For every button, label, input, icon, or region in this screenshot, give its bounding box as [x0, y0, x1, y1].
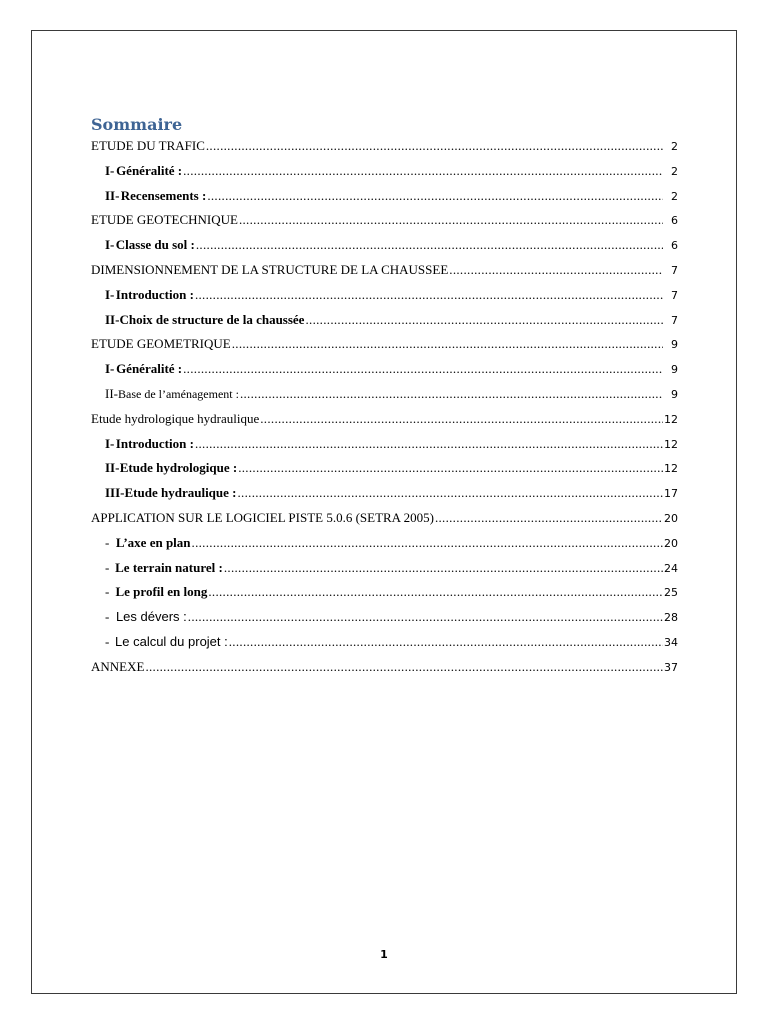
toc-entry-label: Base de l’aménagement : — [118, 386, 239, 401]
toc-leader — [305, 311, 663, 329]
toc-entry-label: APPLICATION SUR LE LOGICIEL PISTE 5.0.6 (SETRA 2005) — [91, 509, 434, 525]
toc-entry-label: Recensements : — [120, 187, 207, 203]
toc-entry-label: ETUDE GEOMETRIQUE — [91, 336, 231, 352]
toc-leader — [208, 583, 663, 601]
toc-entry-number: I- — [105, 286, 115, 302]
toc-leader — [188, 608, 663, 626]
toc-entry-label: Généralité : — [116, 162, 183, 178]
toc-entry-number: II- — [105, 460, 120, 476]
toc-entry-label: Le terrain naturel : — [115, 559, 223, 575]
toc-entry-label: Les dévers : — [115, 609, 187, 625]
toc-entry[interactable] — [91, 534, 678, 559]
toc-entry-page: 7 — [671, 288, 678, 302]
toc-entry[interactable] — [91, 633, 678, 658]
toc-entry[interactable] — [91, 360, 678, 385]
toc-leader — [224, 559, 663, 577]
toc-entry-bullet: - — [105, 584, 110, 600]
toc-entry[interactable] — [91, 162, 678, 187]
toc-entry-label: Classe du sol : — [115, 237, 195, 253]
toc-entry-number: II- — [105, 187, 120, 203]
toc-entry[interactable] — [91, 261, 678, 286]
toc-entry-page: 6 — [671, 239, 678, 253]
toc-entry[interactable] — [91, 435, 678, 460]
toc-entry[interactable] — [91, 286, 678, 311]
toc-entry-page: 9 — [671, 387, 678, 401]
toc-entry-label: ETUDE DU TRAFIC — [91, 138, 205, 153]
toc-entry-label: Généralité : — [116, 361, 183, 377]
toc-entry-page: 28 — [664, 611, 678, 625]
toc-leader — [206, 137, 663, 155]
toc-entry-page: 2 — [671, 140, 678, 153]
toc-entry-label: Etude hydrologique hydraulique — [91, 410, 260, 426]
toc-entry-page: 20 — [664, 511, 678, 525]
toc-leader — [260, 410, 663, 428]
toc-entry-bullet: - — [105, 633, 110, 649]
toc-entry-page: 9 — [671, 363, 678, 377]
toc-entry[interactable] — [91, 559, 678, 584]
toc-entry-number: I- — [105, 162, 115, 178]
toc-entry-number: I- — [105, 361, 115, 377]
toc-entry-label: ANNEXE — [91, 658, 145, 674]
toc-entry-number: II- — [105, 311, 120, 327]
toc-leader — [195, 286, 663, 304]
toc-leader — [192, 534, 663, 552]
toc-entry[interactable] — [91, 187, 678, 212]
toc-entry-page: 2 — [671, 164, 678, 178]
toc-leader — [145, 658, 663, 676]
toc-leader — [183, 360, 663, 378]
toc-leader — [207, 187, 663, 205]
toc-entry-page: 12 — [664, 462, 678, 476]
toc-leader — [435, 509, 663, 527]
toc-entry[interactable] — [91, 335, 678, 360]
toc-entry[interactable] — [91, 484, 678, 509]
toc-entry-bullet: - — [105, 534, 110, 550]
toc-entry-label: Le calcul du projet : — [115, 633, 228, 649]
toc-leader — [196, 236, 663, 254]
toc-entry[interactable] — [91, 137, 678, 162]
toc-entry-page: 7 — [671, 263, 678, 277]
toc-leader — [232, 335, 663, 353]
toc-leader — [229, 633, 663, 651]
toc-entry-page: 24 — [664, 561, 678, 575]
toc-entry-label: Le profil en long — [115, 584, 208, 600]
toc-entry[interactable] — [91, 385, 678, 410]
toc-leader — [195, 435, 663, 453]
toc-leader — [449, 261, 663, 279]
toc-entry[interactable] — [91, 211, 678, 236]
toc-entry-page: 17 — [664, 487, 678, 501]
toc-entry[interactable] — [91, 410, 678, 435]
toc-entry[interactable] — [91, 311, 678, 336]
toc-entry-label: Introduction : — [115, 286, 194, 302]
toc-entry-page: 12 — [664, 437, 678, 451]
toc-leader — [239, 211, 663, 229]
toc-entry-page: 20 — [664, 536, 678, 550]
page-number: 1 — [380, 948, 388, 961]
toc-entry-label: DIMENSIONNEMENT DE LA STRUCTURE DE LA CHAUSSEE — [91, 261, 449, 277]
toc-leader — [238, 484, 664, 502]
toc-entry[interactable] — [91, 236, 678, 261]
toc-entry[interactable] — [91, 583, 678, 608]
toc-entry-label: Etude hydrologique : — [119, 460, 238, 476]
toc-entry-number: III- — [105, 485, 125, 501]
table-of-contents — [91, 137, 678, 683]
toc-entry-page: 2 — [671, 189, 678, 203]
toc-entry-bullet: - — [105, 609, 110, 625]
toc-entry-page: 7 — [671, 313, 678, 327]
toc-leader — [240, 385, 663, 403]
toc-entry-number: I- — [105, 237, 115, 253]
toc-entry-number: I- — [105, 435, 115, 451]
toc-leader — [238, 459, 663, 477]
toc-entry-label: Choix de structure de la chaussée — [119, 311, 305, 327]
toc-entry[interactable] — [91, 459, 678, 484]
toc-entry-number: II- — [105, 385, 118, 401]
toc-entry[interactable] — [91, 658, 678, 683]
toc-entry-label: Introduction : — [115, 435, 194, 451]
toc-entry-page: 12 — [664, 412, 678, 426]
toc-entry-page: 37 — [664, 660, 678, 674]
toc-leader — [183, 162, 663, 180]
toc-entry-label: ETUDE GEOTECHNIQUE — [91, 212, 238, 228]
toc-entry-page: 9 — [671, 338, 678, 352]
toc-entry-label: Etude hydraulique : — [124, 485, 237, 501]
toc-entry-bullet: - — [105, 559, 110, 575]
toc-entry[interactable] — [91, 608, 678, 633]
toc-entry[interactable] — [91, 509, 678, 534]
toc-entry-page: 25 — [664, 586, 678, 600]
toc-entry-label: L’axe en plan — [115, 534, 191, 550]
toc-entry-page: 6 — [671, 214, 678, 228]
toc-entry-page: 34 — [664, 635, 678, 649]
toc-title: Sommaire — [91, 115, 183, 134]
